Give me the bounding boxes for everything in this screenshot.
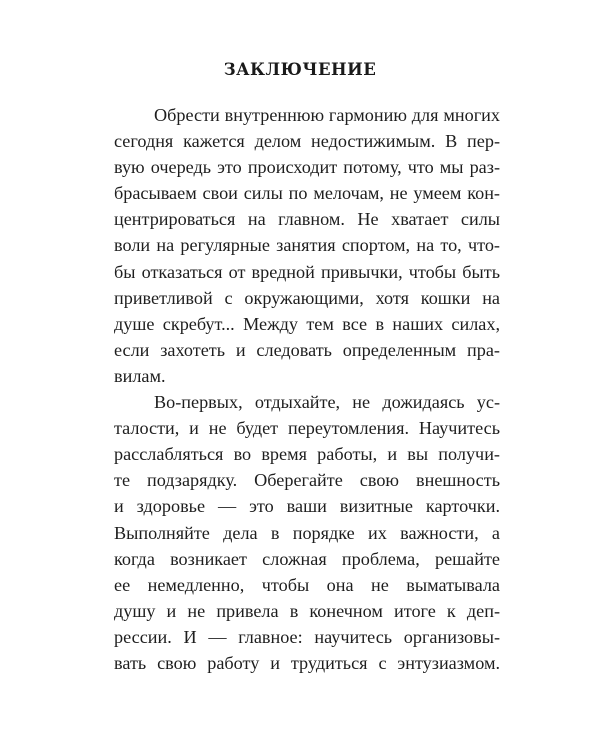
text-line: расслабляться во время работы, и вы получи- xyxy=(114,444,500,465)
text-line: вилам. xyxy=(114,365,166,386)
text-line: вую очередь это происходит потому, что мы раз- xyxy=(114,157,500,178)
text-line: Выполняйте дела в порядке их важности, а xyxy=(114,522,500,543)
text-line: воли на регулярные занятия спортом, на то, что- xyxy=(114,235,500,256)
body-text xyxy=(114,102,500,676)
text-line: приветливой с окружающими, хотя кошки на xyxy=(114,287,500,308)
text-line: те подзарядку. Оберегайте свою внешность xyxy=(114,470,500,491)
text-line: брасываем свои силы по мелочам, не умеем кон- xyxy=(114,183,500,204)
text-line: душу и не привела в конечном итоге к деп- xyxy=(114,600,500,621)
text-line: центрироваться на главном. Не хватает силы xyxy=(114,209,500,230)
text-line: ее немедленно, чтобы она не выматывала xyxy=(114,574,500,595)
text-line: талости, и не будет переутомления. Научитесь xyxy=(114,418,500,439)
text-line: когда возникает сложная проблема, решайте xyxy=(114,548,500,569)
text-line: Обрести внутреннюю гармонию для многих xyxy=(154,105,500,125)
text-line: сегодня кажется делом недостижимым. В пер- xyxy=(114,131,500,152)
text-line: если захотеть и следовать определенным пра- xyxy=(114,339,500,360)
text-line: вать свою работу и трудиться с энтузиазмом. xyxy=(114,652,500,673)
chapter-title: ЗАКЛЮЧЕНИЕ xyxy=(223,60,377,79)
text-line: душе скребут... Между тем все в наших силах, xyxy=(114,313,500,334)
text-line: рессии. И — главное: научитесь организовы- xyxy=(114,626,500,647)
text-line: и здоровье — это ваши визитные карточки. xyxy=(114,496,500,517)
text-line: бы отказаться от вредной привычки, чтобы быть xyxy=(114,261,500,282)
text-line: Во-первых, отдыхайте, не дожидаясь ус- xyxy=(154,392,500,413)
